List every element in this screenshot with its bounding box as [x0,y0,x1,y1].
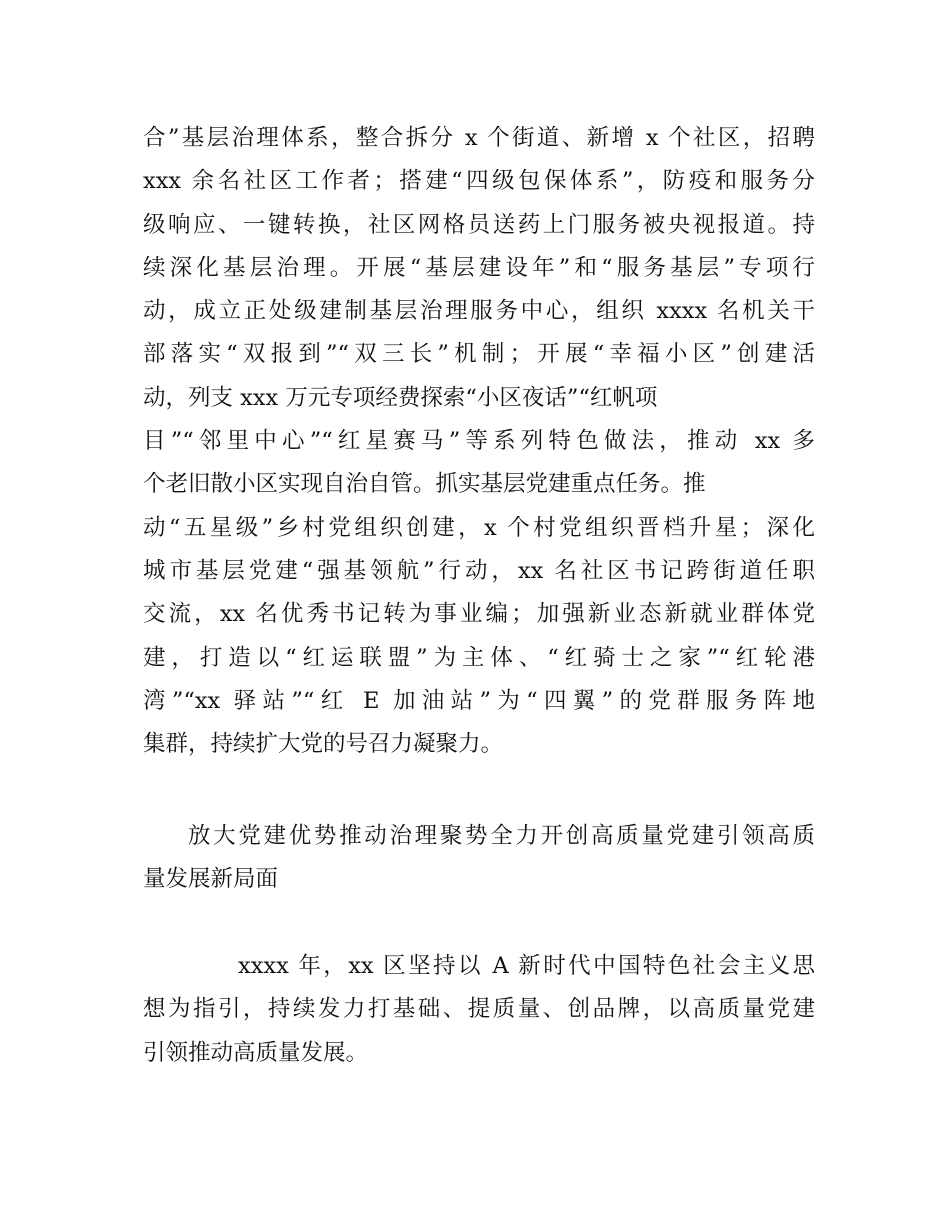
paragraph-line: 个老旧散小区实现自治自管。抓实基层党建重点任务。推 [143,471,706,498]
paragraph-line: 建，打造以“红运联盟”为主体、“红骑士之家”“红轮港 [143,644,815,671]
title-line: 量发展新局面 [143,866,279,893]
paragraph-line: 合”基层治理体系，整合拆分 x 个街道、新增 x 个社区，招聘 [143,125,815,151]
body-paragraph-intro [143,945,815,1075]
paragraph-line: 交流，xx 名优秀书记转为事业编；加强新业态新就业群体党 [143,601,815,628]
section-title [143,815,815,902]
paragraph-line: 动，列支 xxx 万元专项经费探索“小区夜话”“红帆项 [143,384,658,411]
paragraph-line: 动“五星级”乡村党组织创建，x 个村党组织晋档升星；深化 [143,514,815,541]
paragraph-line: 湾”“xx 驿站”“红 E 加油站”为“四翼”的党群服务阵地 [143,687,815,714]
body-paragraph-governance [143,117,815,766]
paragraph-line: 城市基层党建“强基领航”行动，xx 名社区书记跨街道任职 [143,557,815,584]
paragraph-line: xxxx 年，xx 区坚持以 A 新时代中国特色社会主义思 [238,953,815,979]
paragraph-line: 续深化基层治理。开展“基层建设年”和“服务基层”专项行 [143,254,815,281]
paragraph-line: 引领推动高质量发展。 [143,1039,369,1066]
paragraph-line: 目”“邻里中心”“红星赛马”等系列特色做法，推动 xx 多 [143,428,815,455]
paragraph-line: 想为指引，持续发力打基础、提质量、创品牌，以高质量党建 [143,996,815,1023]
paragraph-line: 部落实“双报到”“双三长”机制；开展“幸福小区”创建活 [143,341,815,368]
paragraph-line: 级响应、一键转换，社区网格员送药上门服务被央视报道。持 [143,211,815,238]
paragraph-line: 动，成立正处级建制基层治理服务中心，组织 xxxx 名机关干 [143,298,815,325]
paragraph-line: xxx 余名社区工作者；搭建“四级包保体系”，防疫和服务分 [143,168,815,195]
paragraph-line: 集群，持续扩大党的号召力凝聚力。 [143,731,504,758]
title-line: 放大党建优势推动治理聚势全力开创高质量党建引领高质 [188,823,815,849]
